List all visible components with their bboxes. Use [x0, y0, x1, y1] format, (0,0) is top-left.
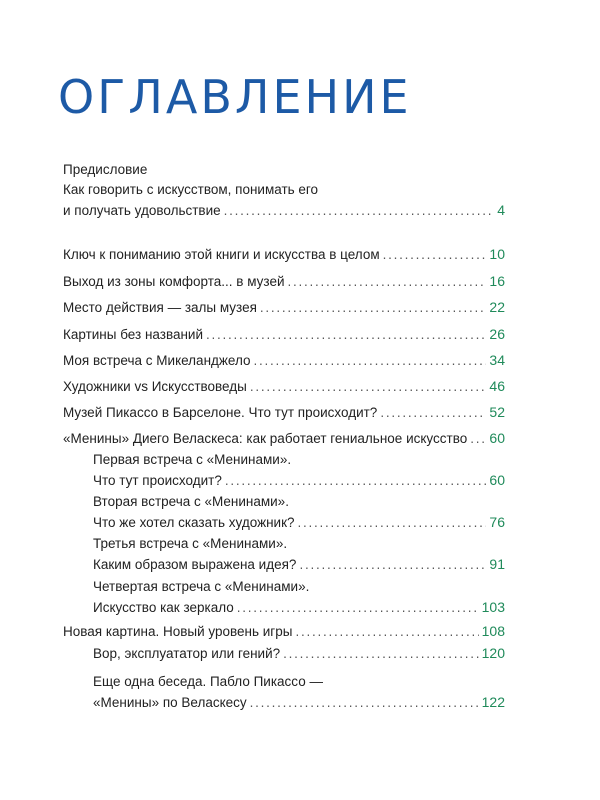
page-number: 60	[489, 472, 505, 488]
toc-entry	[63, 324, 505, 345]
page-number: 10	[489, 246, 505, 262]
page-number: 103	[481, 599, 505, 615]
toc-entry-title: Вор, эксплуататор или гений?	[93, 646, 281, 661]
page-number: 16	[489, 273, 505, 289]
toc-entry-title: и получать удовольствие	[63, 203, 221, 218]
page-number: 52	[489, 404, 505, 420]
toc-entry	[63, 376, 505, 397]
toc-entry-row	[93, 470, 505, 491]
toc-entry-line: Вторая встреча с «Менинами».	[93, 494, 289, 509]
page-title: ОГЛАВЛЕНИЕ	[58, 70, 412, 124]
page-number: 76	[489, 514, 505, 530]
dot-leader	[383, 245, 487, 265]
toc-entry	[93, 534, 505, 575]
toc-entry-row	[93, 554, 505, 575]
toc-entry-row	[63, 350, 505, 371]
toc-entry-title: «Менины» Диего Веласкеса: как работает гениальное искусство	[63, 431, 468, 446]
toc-entry	[63, 244, 505, 265]
toc-entry	[63, 350, 505, 371]
toc-entry-title: Новая картина. Новый уровень игры	[63, 624, 293, 639]
toc-entry-title: Что тут происходит?	[93, 473, 222, 488]
toc-entry-title: «Менины» по Веласкесу	[93, 695, 247, 710]
page-number: 4	[497, 202, 505, 218]
toc-entry-row	[63, 376, 505, 397]
dot-leader	[225, 471, 487, 491]
toc-entry-title: Искусство как зеркало	[93, 600, 234, 615]
toc-entry	[63, 402, 505, 423]
toc-entry-title: Место действия — залы музея	[63, 300, 257, 315]
dot-leader	[250, 377, 487, 397]
toc-entry-title: Картины без названий	[63, 327, 204, 342]
toc-entry-row	[63, 428, 505, 449]
dot-leader	[224, 201, 495, 221]
page-number: 122	[481, 694, 505, 710]
dot-leader	[295, 622, 478, 642]
page-number: 46	[489, 378, 505, 394]
toc-entry-title: Музей Пикассо в Барселоне. Что тут происходит?	[63, 405, 378, 420]
toc-entry-line: Предисловие	[63, 162, 148, 177]
toc-entry-row	[93, 597, 505, 618]
toc-entry-title: Выход из зоны комфорта... в музей	[63, 274, 285, 289]
page-number: 22	[489, 299, 505, 315]
toc-entry-row	[93, 512, 505, 533]
toc-entry	[93, 672, 505, 713]
toc-entry	[63, 621, 505, 642]
dot-leader	[288, 272, 487, 292]
toc-entry-line: Четвертая встреча с «Менинами».	[93, 579, 310, 594]
dot-leader	[250, 693, 479, 713]
toc-entry-line: Как говорить с искусством, понимать его	[63, 182, 319, 197]
toc-entry-line: Еще одна беседа. Пабло Пикассо —	[93, 674, 323, 689]
dot-leader	[380, 403, 486, 423]
toc-entry-line: Третья встреча с «Менинами».	[93, 536, 288, 551]
page-number: 26	[489, 326, 505, 342]
dot-leader	[260, 298, 487, 318]
toc-entry	[93, 577, 505, 618]
page-number: 91	[489, 556, 505, 572]
dot-leader	[206, 325, 486, 345]
dot-leader	[470, 429, 486, 449]
toc-entry-row	[63, 402, 505, 423]
toc-entry-row	[63, 200, 505, 221]
toc-entry	[63, 428, 505, 449]
toc-entry-title: Что же хотел сказать художник?	[93, 515, 295, 530]
toc-entry	[63, 160, 505, 221]
page-number: 120	[481, 645, 505, 661]
toc-entry	[63, 297, 505, 318]
toc-entry	[93, 450, 505, 491]
toc-entry-line: Первая встреча с «Менинами».	[93, 452, 292, 467]
dot-leader	[254, 351, 487, 371]
toc-entry-title: Каким образом выражена идея?	[93, 557, 297, 572]
dot-leader	[298, 513, 487, 533]
dot-leader	[299, 555, 486, 575]
toc-entry-title: Ключ к пониманию этой книги и искусства в целом	[63, 247, 380, 262]
dot-leader	[283, 644, 478, 664]
page-number: 108	[481, 623, 505, 639]
toc-entry-row	[63, 324, 505, 345]
toc-entry-row	[93, 692, 505, 713]
toc-entry-row	[93, 643, 505, 664]
dot-leader	[237, 598, 479, 618]
toc-entry	[93, 492, 505, 533]
toc-entry-row	[63, 244, 505, 265]
toc-entry-row	[63, 297, 505, 318]
page-number: 34	[489, 352, 505, 368]
toc-entry-title: Художники vs Искусствоведы	[63, 379, 247, 394]
page-number: 60	[489, 430, 505, 446]
toc-entry-title: Моя встреча с Микеланджело	[63, 353, 251, 368]
toc-entry	[63, 271, 505, 292]
toc-entry	[93, 643, 505, 664]
toc-entry-row	[63, 271, 505, 292]
toc-entry-row	[63, 621, 505, 642]
